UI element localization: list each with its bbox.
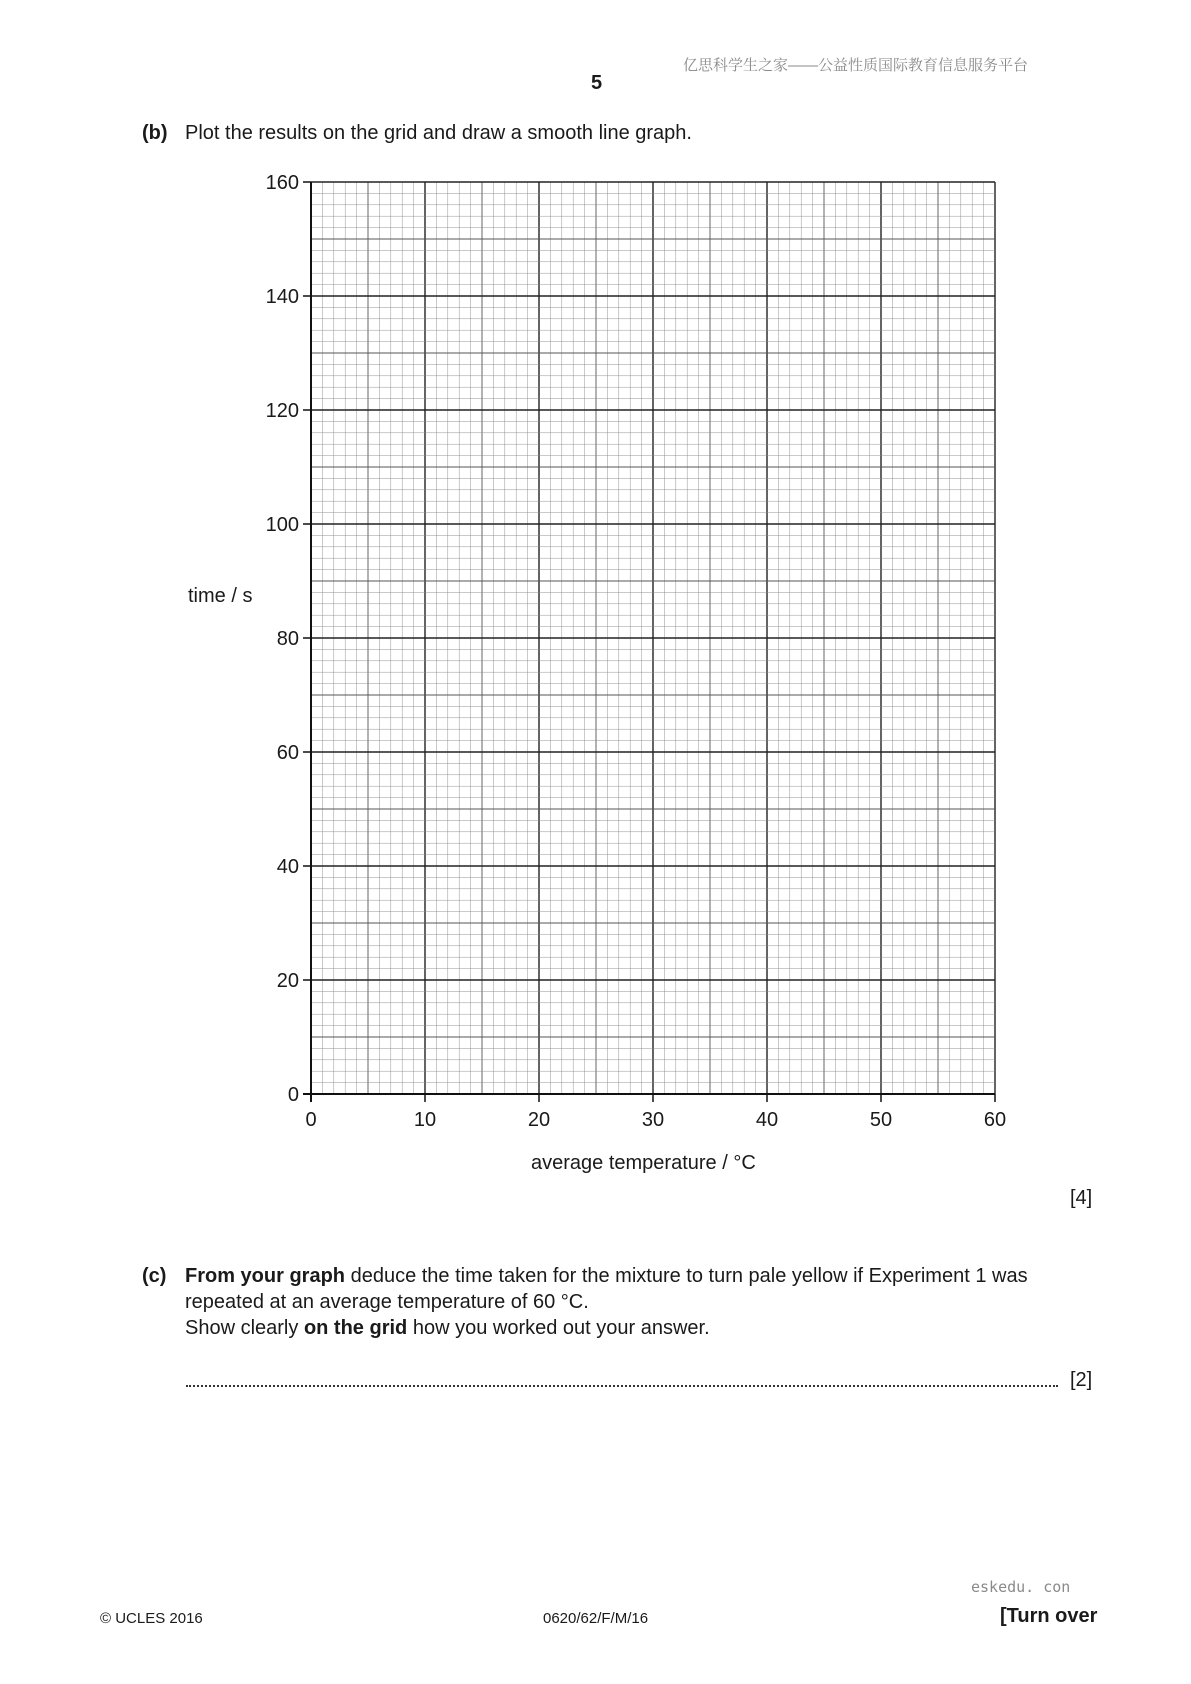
question-c-line3-pre: Show clearly	[185, 1317, 304, 1339]
x-tick-label: 50	[869, 1109, 893, 1131]
question-c-bold1: From your graph	[185, 1265, 346, 1287]
y-tick-label: 100	[265, 514, 299, 536]
x-tick-label: 30	[641, 1109, 665, 1131]
answer-line[interactable]	[186, 1375, 1058, 1387]
part-b-marks: [4]	[1070, 1187, 1093, 1209]
footer-watermark: eskedu. con	[971, 1578, 1071, 1596]
y-tick-label: 40	[276, 856, 299, 878]
question-c-bold2: on the grid	[303, 1317, 408, 1339]
question-c-line1	[185, 1265, 1028, 1288]
page-number: 5	[591, 72, 603, 94]
question-c-line2: repeated at an average temperature of 60 °C.	[185, 1291, 589, 1313]
x-tick-label: 10	[413, 1109, 437, 1131]
x-tick-label: 60	[983, 1109, 1007, 1131]
question-c-line3-post: how you worked out your answer.	[407, 1317, 710, 1339]
y-tick-label: 80	[276, 628, 299, 650]
x-tick-label: 20	[527, 1109, 551, 1131]
paper-code: 0620/62/F/M/16	[543, 1610, 649, 1627]
y-tick-label: 160	[265, 172, 299, 194]
question-b-text: Plot the results on the grid and draw a smooth line graph.	[185, 122, 692, 144]
copyright: © UCLES 2016	[100, 1610, 203, 1627]
y-tick-label: 140	[265, 286, 299, 308]
x-tick-label: 0	[305, 1109, 317, 1131]
x-tick-label: 40	[755, 1109, 779, 1131]
y-tick-label: 120	[265, 400, 299, 422]
question-c-line1-rest: deduce the time taken for the mixture to turn pale yellow if Experiment 1 was	[345, 1265, 1028, 1287]
question-c-label: (c)	[142, 1265, 167, 1287]
question-b-label: (b)	[142, 122, 168, 144]
y-axis-label: time / s	[188, 585, 253, 607]
part-c-marks: [2]	[1070, 1369, 1093, 1391]
turn-over: [Turn over	[1000, 1605, 1098, 1627]
x-axis-label: average temperature / °C	[531, 1152, 756, 1174]
header-watermark: 亿思科学生之家——公益性质国际教育信息服务平台	[683, 57, 1029, 74]
question-c-line3	[185, 1317, 710, 1340]
y-tick-label: 0	[287, 1084, 299, 1106]
y-tick-label: 60	[276, 742, 299, 764]
y-tick-label: 20	[276, 970, 299, 992]
